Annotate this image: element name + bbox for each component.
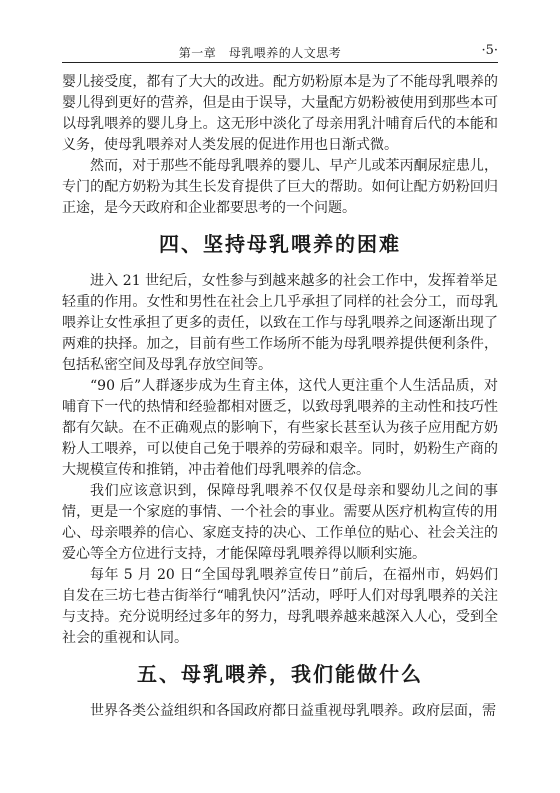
paragraph: 我们应该意识到，保障母乳喂养不仅仅是母亲和婴幼儿之间的事情，更是一个家庭的事情、一个社会的事业。需要从医疗机构宣传的用心、母亲喂养的信心、家庭支持的决心、工作单位的贴心、社会关注的爱心等全方位进行支持，才能保障母乳喂养得以顺利实施。 (62, 483, 498, 562)
page-number: ·5· (481, 43, 498, 58)
paragraph: 每年 5 月 20 日“全国母乳喂养宣传日”前后，在福州市，妈妈们自发在三坊七巷古街举行“哺乳快闪”活动，呼吁人们对母乳喂养的关注与支持。充分说明经过多年的努力，母乳喂养越来越深入人心，受到全社会的重视和认同。 (62, 567, 498, 646)
paragraph-continued: 婴儿接受度，都有了大大的改进。配方奶粉原本是为了不能母乳喂养的婴儿得到更好的营养，但是由于误导，大量配方奶粉被使用到那些本可以母乳喂养的婴儿身上。这无形中淡化了母亲用乳汁哺育后代的本能和义务，使母乳喂养对人类发展的促进作用也日渐式微。 (62, 74, 498, 153)
paragraph: 然而，对于那些不能母乳喂养的婴儿、早产儿或苯丙酮尿症患儿，专门的配方奶粉为其生长发育提供了巨大的帮助。如何让配方奶粉回归正途，是今天政府和企业都要思考的一个问题。 (62, 158, 498, 216)
section-heading-5: 五、母乳喂养，我们能做什么 (137, 662, 423, 686)
paragraph: 进入 21 世纪后，女性参与到越来越多的社会工作中，发挥着举足轻重的作用。女性和男性在社会上几乎承担了同样的社会分工，而母乳喂养让女性承担了更多的责任，以致在工作与母乳喂养之间逐渐出现了两难的抉择。加之，目前有些工作场所不能为母乳喂养提供便利条件，包括私密空间及母乳存放空间等。 (62, 273, 498, 373)
page-body (62, 72, 498, 722)
paragraph: “90 后”人群逐步成为生育主体，这代人更注重个人生活品质，对哺育下一代的热情和经验都相对匮乏，以致母乳喂养的主动性和技巧性都有欠缺。在不正确观点的影响下，有些家长甚至认为孩子应用配方奶粉人工喂养，可以使自己免于喂养的劳碌和艰辛。同时，奶粉生产商的大规模宣传和推销，冲击着他们母乳喂养的信念。 (62, 378, 498, 478)
running-title: 第一章 母乳喂养的人文思考 (178, 46, 342, 60)
running-header (62, 40, 498, 63)
paragraph: 世界各类公益组织和各国政府都日益重视母乳喂养。政府层面，需 (90, 703, 496, 719)
section-heading-4: 四、坚持母乳喂养的困难 (159, 232, 401, 256)
